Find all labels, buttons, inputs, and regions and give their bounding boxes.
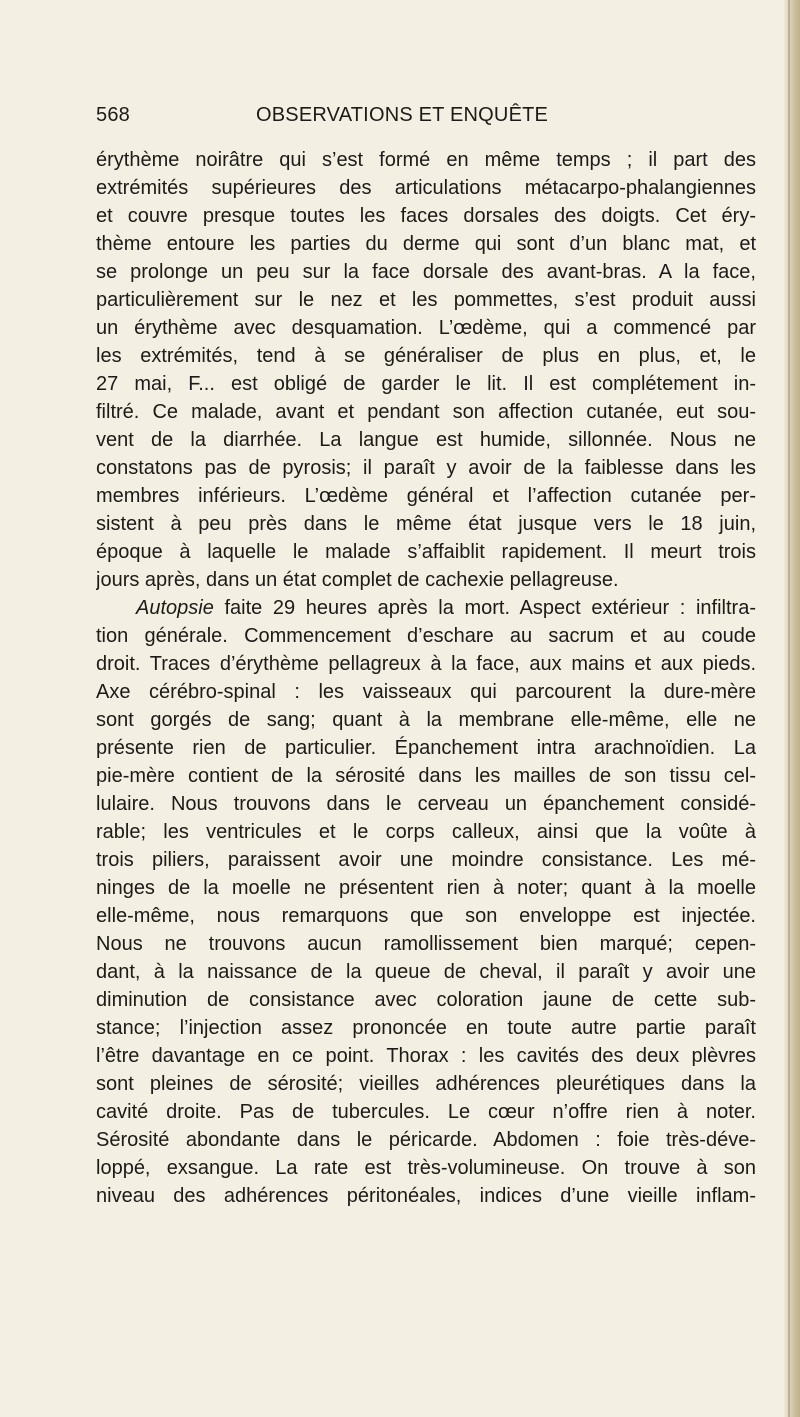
text-line: droit. Traces d’érythème pellagreux à la face, aux mains et aux pieds. bbox=[96, 653, 756, 675]
text-line: elle-même, nous remarquons que son enveloppe est injectée. bbox=[96, 905, 756, 927]
text-line: ninges de la moelle ne présentent rien à noter; quant à la moelle bbox=[96, 877, 756, 899]
paragraph-first-line-text: faite 29 heures après la mort. Aspect extérieur : infiltra- bbox=[213, 597, 756, 619]
text-line: thème entoure les parties du derme qui sont d’un blanc mat, et bbox=[96, 233, 756, 255]
running-title: OBSERVATIONS ET ENQUÊTE bbox=[256, 104, 549, 126]
text-line: membres inférieurs. L’œdème général et l’affection cutanée per- bbox=[96, 485, 756, 507]
text-line: se prolonge un peu sur la face dorsale des avant-bras. A la face, bbox=[96, 261, 756, 283]
text-line: vent de la diarrhée. La langue est humide, sillonnée. Nous ne bbox=[96, 429, 756, 451]
text-line: 27 mai, F... est obligé de garder le lit. Il est complétement in- bbox=[96, 373, 756, 395]
page-edge-line bbox=[788, 0, 790, 1417]
body-text bbox=[96, 146, 756, 1210]
text-line: sont pleines de sérosité; vieilles adhérences pleurétiques dans la bbox=[96, 1073, 756, 1095]
text-line: et couvre presque toutes les faces dorsales des doigts. Cet éry- bbox=[96, 205, 756, 227]
text-line: sistent à peu près dans le même état jusque vers le 18 juin, bbox=[96, 513, 756, 535]
text-line: rable; les ventricules et le corps calleux, ainsi que la voûte à bbox=[96, 821, 756, 843]
text-line: présente rien de particulier. Épanchement intra arachnoïdien. La bbox=[96, 737, 756, 759]
text-line: particulièrement sur le nez et les pommettes, s’est produit aussi bbox=[96, 289, 756, 311]
text-line: niveau des adhérences péritonéales, indices d’une vieille inflam- bbox=[96, 1185, 756, 1207]
text-line: extrémités supérieures des articulations métacarpo-phalangiennes bbox=[96, 177, 756, 199]
text-line: pie-mère contient de la sérosité dans les mailles de son tissu cel- bbox=[96, 765, 756, 787]
text-line: diminution de consistance avec coloration jaune de cette sub- bbox=[96, 989, 756, 1011]
text-line: cavité droite. Pas de tubercules. Le cœur n’offre rien à noter. bbox=[96, 1101, 756, 1123]
text-line: tion générale. Commencement d’eschare au sacrum et au coude bbox=[96, 625, 756, 647]
text-line: trois piliers, paraissent avoir une moindre consistance. Les mé- bbox=[96, 849, 756, 871]
text-line: lulaire. Nous trouvons dans le cerveau un épanchement considé- bbox=[96, 793, 756, 815]
text-line: Axe cérébro-spinal : les vaisseaux qui parcourent la dure-mère bbox=[96, 681, 756, 703]
text-line: constatons pas de pyrosis; il paraît y avoir de la faiblesse dans les bbox=[96, 457, 756, 479]
text-line: stance; l’injection assez prononcée en toute autre partie paraît bbox=[96, 1017, 756, 1039]
paragraph-first-line bbox=[96, 594, 756, 622]
text-line: Nous ne trouvons aucun ramollissement bien marqué; cepen- bbox=[96, 933, 756, 955]
text-line: sont gorgés de sang; quant à la membrane elle-même, elle ne bbox=[96, 709, 756, 731]
text-line: dant, à la naissance de la queue de cheval, il paraît y avoir une bbox=[96, 961, 756, 983]
text-line: un érythème avec desquamation. L’œdème, qui a commencé par bbox=[96, 317, 756, 339]
text-line: Sérosité abondante dans le péricarde. Abdomen : foie très-déve- bbox=[96, 1129, 756, 1151]
page-edge-shadow bbox=[784, 0, 800, 1417]
text-line: filtré. Ce malade, avant et pendant son affection cutanée, eut sou- bbox=[96, 401, 756, 423]
text-line: les extrémités, tend à se généraliser de plus en plus, et, le bbox=[96, 345, 756, 367]
text-line: l’être davantage en ce point. Thorax : les cavités des deux plèvres bbox=[96, 1045, 756, 1067]
page-header bbox=[96, 104, 756, 130]
text-line: érythème noirâtre qui s’est formé en même temps ; il part des bbox=[96, 149, 756, 171]
text-line: loppé, exsangue. La rate est très-volumineuse. On trouve à son bbox=[96, 1157, 756, 1179]
autopsie-word: Autopsie bbox=[136, 597, 214, 619]
text-line: jours après, dans un état complet de cachexie pellagreuse. bbox=[96, 569, 619, 591]
page-number: 568 bbox=[96, 104, 130, 126]
text-line: époque à laquelle le malade s’affaiblit rapidement. Il meurt trois bbox=[96, 541, 756, 563]
